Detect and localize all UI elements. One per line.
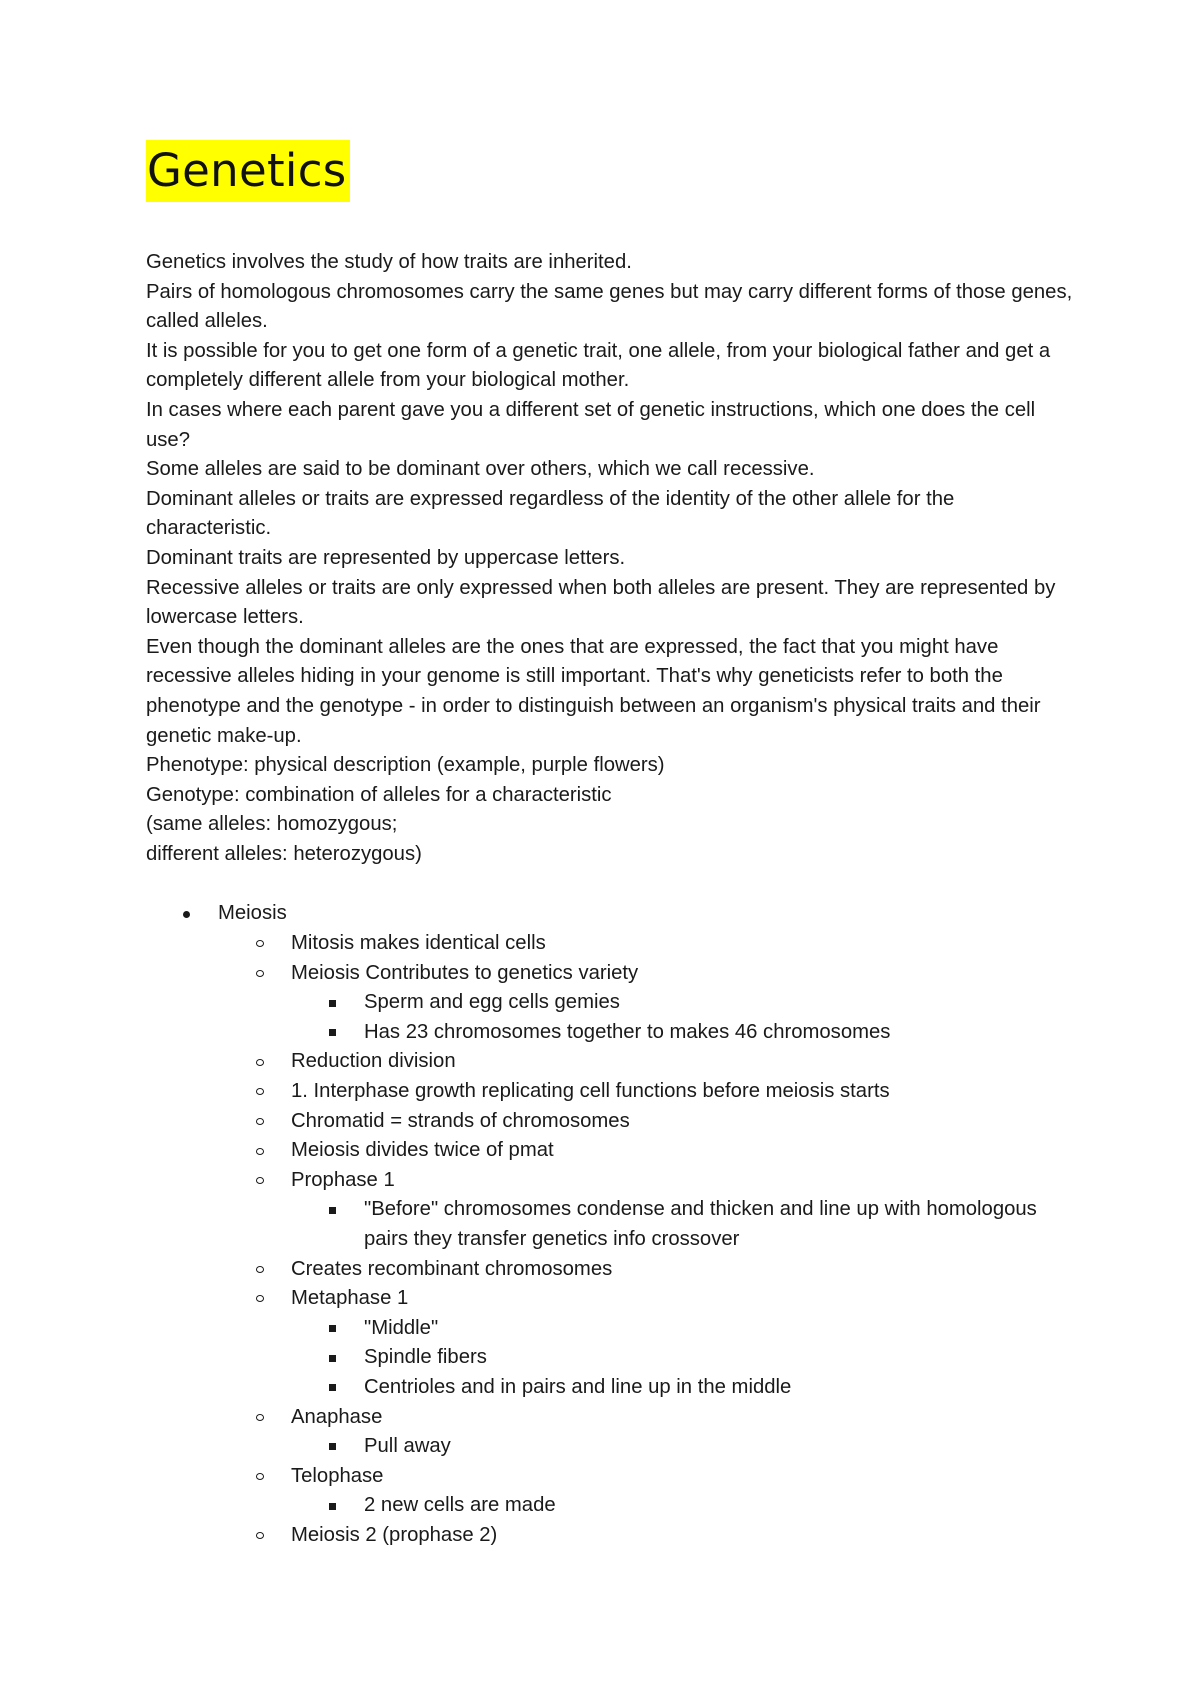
paragraph: Dominant alleles or traits are expressed regardless of the identity of the other allele for the characteristic. bbox=[146, 487, 955, 540]
hollow-circle-bullet-icon bbox=[256, 1462, 264, 1492]
outline-subsubitem-label: Centrioles and in pairs and line up in the middle bbox=[364, 1375, 792, 1398]
hollow-circle-bullet-icon bbox=[256, 1107, 264, 1137]
outline-subsubitem bbox=[291, 1195, 1076, 1254]
document-page bbox=[146, 140, 1076, 1551]
outline-subsubitem bbox=[291, 1018, 1076, 1048]
paragraph: Recessive alleles or traits are only expressed when both alleles are present. They are represented by lowercase letters. bbox=[146, 576, 1056, 629]
paragraph: Dominant traits are represented by uppercase letters. bbox=[146, 546, 626, 569]
hollow-circle-bullet-icon bbox=[256, 959, 264, 989]
outline-subitem-label: Mitosis makes identical cells bbox=[291, 932, 546, 955]
hollow-circle-bullet-icon bbox=[256, 929, 264, 959]
outline-subitem bbox=[218, 1403, 1076, 1462]
outline-subsubitem-label: Spindle fibers bbox=[364, 1346, 487, 1369]
outline-subitem bbox=[218, 1284, 1076, 1402]
outline-subitem-label: Telophase bbox=[291, 1464, 384, 1487]
hollow-circle-bullet-icon bbox=[256, 1284, 264, 1314]
outline-subitem-label: Chromatid = strands of chromosomes bbox=[291, 1109, 630, 1132]
hollow-circle-bullet-icon bbox=[256, 1255, 264, 1285]
paragraph: Some alleles are said to be dominant over others, which we call recessive. bbox=[146, 458, 815, 481]
outline-item-label: Meiosis bbox=[218, 902, 287, 925]
outline-subitem-label: Meiosis 2 (prophase 2) bbox=[291, 1523, 498, 1546]
filled-square-bullet-icon bbox=[329, 1343, 336, 1373]
outline-subsubitem-label: Pull away bbox=[364, 1435, 451, 1458]
outline-subitem bbox=[218, 959, 1076, 1048]
outline-subitem bbox=[218, 1107, 1076, 1137]
paragraph: (same alleles: homozygous; bbox=[146, 813, 398, 836]
outline-subitem bbox=[218, 1077, 1076, 1107]
filled-square-bullet-icon bbox=[329, 1491, 336, 1521]
outline-subsubitem-label: Has 23 chromosomes together to makes 46 chromosomes bbox=[364, 1020, 891, 1043]
outline-subitem bbox=[218, 1255, 1076, 1285]
outline-subsubitem bbox=[291, 1314, 1076, 1344]
paragraph: In cases where each parent gave you a different set of genetic instructions, which one does the cell use? bbox=[146, 398, 1036, 451]
hollow-circle-bullet-icon bbox=[256, 1403, 264, 1433]
outline-subsublist bbox=[291, 1314, 1076, 1403]
outline-subitem-label: Prophase 1 bbox=[291, 1168, 395, 1191]
outline-subitem-label: Anaphase bbox=[291, 1405, 383, 1428]
outline-subsubitem-label: Sperm and egg cells gemies bbox=[364, 991, 620, 1014]
outline-subitem bbox=[218, 1462, 1076, 1521]
outline-subitem-label: Reduction division bbox=[291, 1050, 456, 1073]
outline-subitem-label: Creates recombinant chromosomes bbox=[291, 1257, 613, 1280]
filled-disc-bullet-icon bbox=[183, 899, 190, 929]
paragraph: Pairs of homologous chromosomes carry the same genes but may carry different forms of those genes, called alleles. bbox=[146, 280, 1073, 333]
hollow-circle-bullet-icon bbox=[256, 1521, 264, 1551]
outline-subitem bbox=[218, 929, 1076, 959]
outline-subitem bbox=[218, 1136, 1076, 1166]
outline-subsubitem bbox=[291, 1491, 1076, 1521]
outline-subsublist bbox=[291, 1195, 1076, 1254]
outline-subitem bbox=[218, 1047, 1076, 1077]
document-title: Genetics bbox=[146, 140, 350, 202]
outline-subsubitem-label: "Before" chromosomes condense and thicken and line up with homologous pairs they transfer genetics info crossover bbox=[364, 1198, 1037, 1250]
hollow-circle-bullet-icon bbox=[256, 1136, 264, 1166]
paragraph: different alleles: heterozygous) bbox=[146, 842, 422, 865]
outline-subsubitem bbox=[291, 1373, 1076, 1403]
outline-list bbox=[146, 899, 1076, 1550]
outline-subsubitem bbox=[291, 1432, 1076, 1462]
outline-subsublist bbox=[291, 1432, 1076, 1462]
paragraph: Phenotype: physical description (example, purple flowers) bbox=[146, 754, 665, 777]
paragraph: Genotype: combination of alleles for a characteristic bbox=[146, 783, 612, 806]
filled-square-bullet-icon bbox=[329, 1373, 336, 1403]
outline-subitem-label: Metaphase 1 bbox=[291, 1287, 409, 1310]
outline-item-meiosis bbox=[146, 899, 1076, 1550]
outline-subsubitem bbox=[291, 1343, 1076, 1373]
paragraph: Even though the dominant alleles are the ones that are expressed, the fact that you might have recessive alleles hiding in your genome is still important. That's why geneticists refer to both the phenotype and the genotype - in order to distinguish between an organism's physical traits and their genetic make-up. bbox=[146, 635, 1041, 747]
filled-square-bullet-icon bbox=[329, 1018, 336, 1048]
filled-square-bullet-icon bbox=[329, 1432, 336, 1462]
outline-subsubitem-label: "Middle" bbox=[364, 1316, 439, 1339]
paragraph: It is possible for you to get one form of a genetic trait, one allele, from your biological father and get a completely different allele from your biological mother. bbox=[146, 339, 1051, 392]
outline-subitem-label: Meiosis Contributes to genetics variety bbox=[291, 961, 639, 984]
outline-subitem-label: Meiosis divides twice of pmat bbox=[291, 1139, 554, 1162]
outline-subitem bbox=[218, 1521, 1076, 1551]
outline-subitem-label: 1. Interphase growth replicating cell functions before meiosis starts bbox=[291, 1080, 890, 1103]
hollow-circle-bullet-icon bbox=[256, 1077, 264, 1107]
paragraph-block bbox=[146, 248, 1076, 869]
outline-subsublist bbox=[291, 988, 1076, 1047]
outline-subsubitem-label: 2 new cells are made bbox=[364, 1494, 556, 1517]
filled-square-bullet-icon bbox=[329, 988, 336, 1018]
outline-subitem bbox=[218, 1166, 1076, 1255]
hollow-circle-bullet-icon bbox=[256, 1166, 264, 1196]
filled-square-bullet-icon bbox=[329, 1314, 336, 1344]
hollow-circle-bullet-icon bbox=[256, 1047, 264, 1077]
paragraph: Genetics involves the study of how traits are inherited. bbox=[146, 251, 632, 273]
outline-subsubitem bbox=[291, 988, 1076, 1018]
filled-square-bullet-icon bbox=[329, 1195, 336, 1225]
outline-sublist bbox=[218, 929, 1076, 1550]
outline-subsublist bbox=[291, 1491, 1076, 1521]
